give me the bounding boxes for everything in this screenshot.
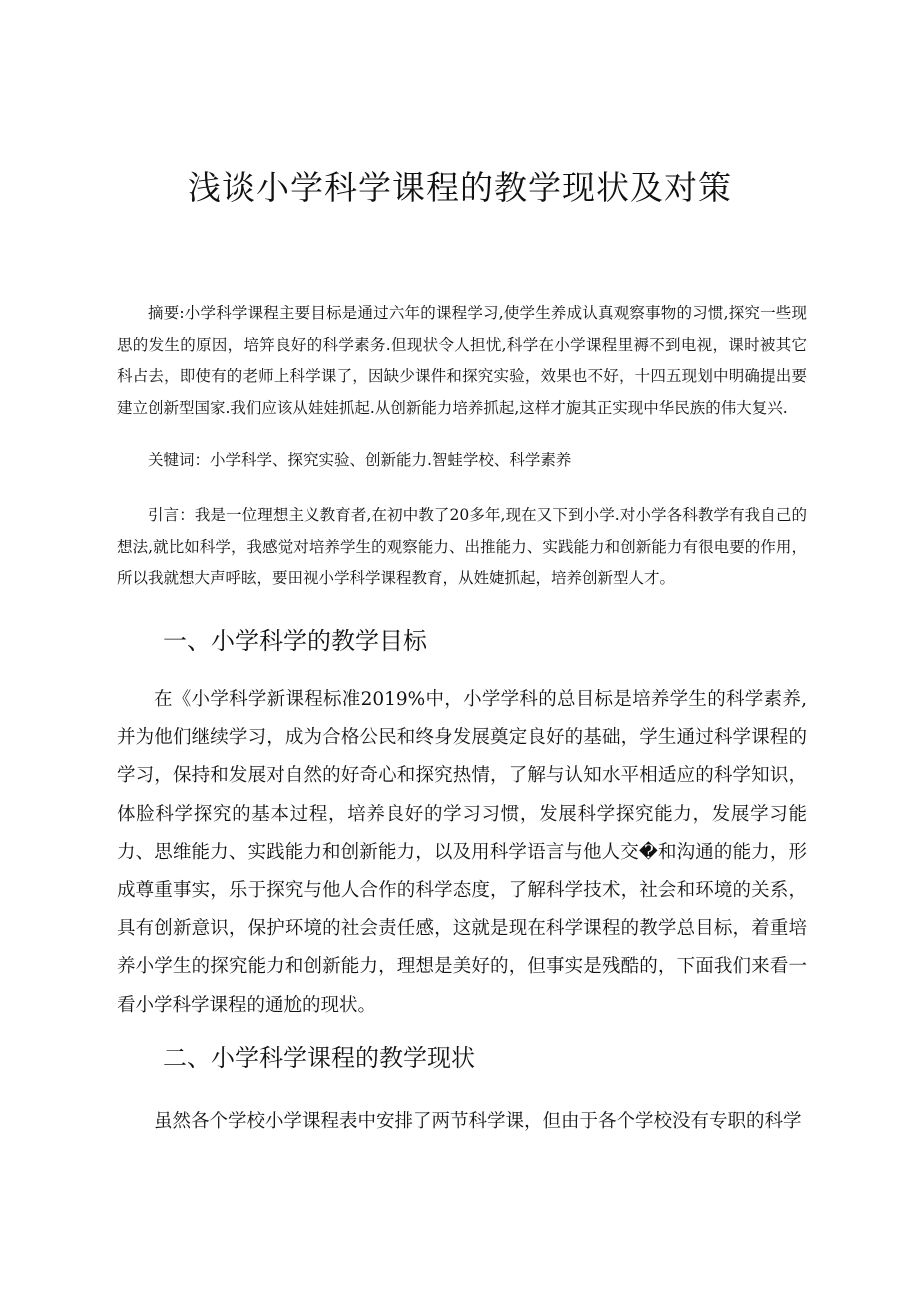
abstract-paragraph: 摘要:小学科学课程主要目标是通过六年的课程学习,使学生养成认真观察事物的习惯,探究一些现思的发生的原因，培笄良好的科学素务.但现状令人担忧,科学在小学课程里褥不到电视，课时被其它科占去，即使有的老师上科学课了，因缺少课件和探究实验，效果也不好，十四五现划中明确提出要建立创新型国家.我们应该从娃娃抓起.从创新能力培养抓起,这样才旎其正实现中华民族的伟大复兴. — [117, 304, 807, 417]
document-title: 浅谈小学科学课程的教学现状及对策 — [188, 168, 732, 207]
section-1-heading: 一、小学科学的教学目标 — [163, 627, 427, 655]
section-1-paragraph: 在《小学科学新课程标准2019%中，小学学科的总目标是培养学生的科学素养,并为他们继续学习，成为合格公民和终身发展奠定良好的基础，学生通过科学课程的学习，保持和发展对自然的好奇心和探究热情，了解与认知水平相适应的科学知识，体脸科学探究的基本过程，培养良好的学习习惯，发展科学探究能力，发展学习能力、思维能力、实践能力和创新能力，以及用科学语言与他人交�和沟通的能力，形成尊重事实，乐于探究与他人合作的科学态度，了解科学技术，社会和环境的关系，具有创新意识，保护环境的社会责任感，这就是现在科学课程的教学总目标，着重培养小学生的探究能力和创新能力，理想是美好的，但事实是残酷的，下面我们来看一看小学科学课程的通尬的现状。 — [117, 689, 807, 1016]
keywords-paragraph: 关犍词：小学科学、探究实验、创新能力.智蛙学校、科学素养 — [148, 451, 572, 469]
section-2-heading: 二、小学科学课程的教学现状 — [163, 1044, 475, 1072]
section-2-paragraph: 虽然各个学校小学课程表中安排了两节科学课，但由于各个学校没有专职的科学 — [154, 1111, 802, 1132]
intro-paragraph: 引言：我是一位理想主义教育者,在初中教了20多年,现在又下到小学.对小学各科教学有我自己的想法,就比如科学，我感觉对培养学生的观察能力、出推能力、实践能力和创新能力有很电要的作用，所以我就想大声呼眩，要田视小学科学课程教育，从姓婕抓起，培养创新型人才。 — [117, 506, 807, 587]
